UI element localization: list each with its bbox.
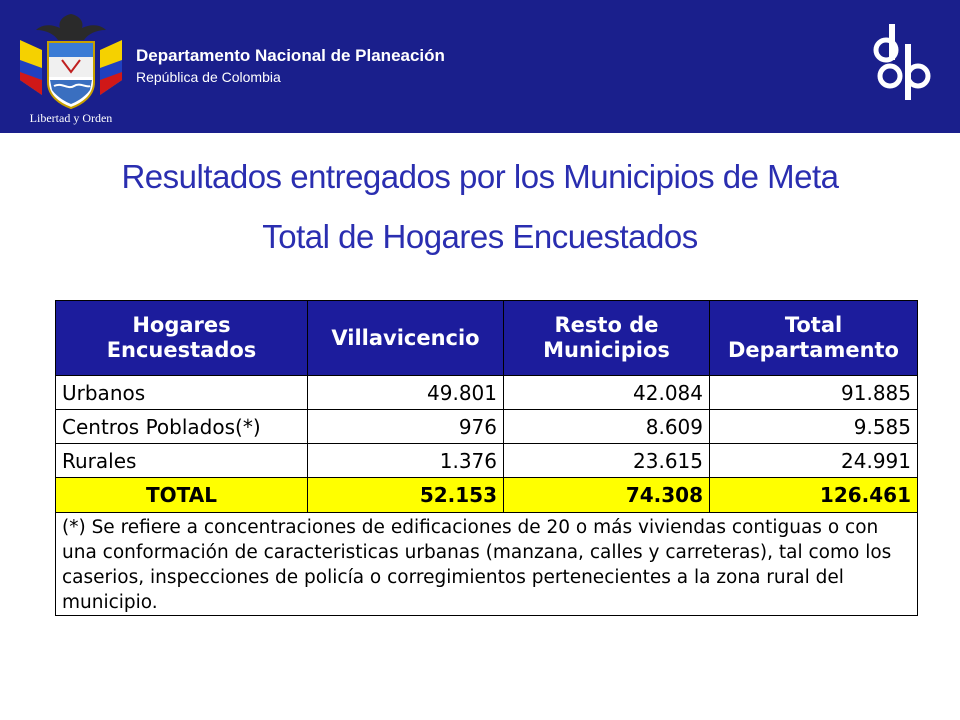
table-row: [56, 410, 918, 444]
header-total: Total Departamento: [710, 301, 918, 376]
total-row: [56, 478, 918, 513]
cell-total: 24.991: [710, 444, 918, 478]
table-row: [56, 376, 918, 410]
header-hogares: Hogares Encuestados: [56, 301, 308, 376]
header-band: [0, 0, 960, 133]
colombia-coat-of-arms-icon: [12, 10, 130, 128]
total-departamento: 126.461: [710, 478, 918, 513]
cell-resto: 23.615: [504, 444, 710, 478]
cell-villavicencio: 1.376: [308, 444, 504, 478]
note-row: [56, 513, 918, 616]
total-villavicencio: 52.153: [308, 478, 504, 513]
cell-resto: 8.609: [504, 410, 710, 444]
households-table: [55, 300, 918, 616]
crest-motto: Libertad y Orden: [29, 111, 113, 125]
cell-total: 9.585: [710, 410, 918, 444]
page-title: Resultados entregados por los Municipios de Meta: [121, 158, 839, 195]
organization-name: Departamento Nacional de Planeación: [136, 46, 445, 65]
cell-total: 91.885: [710, 376, 918, 410]
row-label: Urbanos: [56, 376, 308, 410]
cell-villavicencio: 49.801: [308, 376, 504, 410]
page-subtitle: Total de Hogares Encuestados: [262, 218, 698, 255]
country-name: República de Colombia: [136, 69, 281, 85]
header-resto: Resto de Municipios: [504, 301, 710, 376]
table-row: [56, 444, 918, 478]
dnp-logo-icon: [872, 20, 942, 104]
footnote: (*) Se refiere a concentraciones de edificaciones de 20 o más viviendas contiguas o con una conformación de caracteristicas urbanas (manzana, calles y carreteras), tal como los caserios, inspecciones de policía o corregimientos pertenecientes a la zona rural del municipio.: [56, 513, 918, 616]
cell-villavicencio: 976: [308, 410, 504, 444]
table-header-row: [56, 301, 918, 376]
header-villavicencio: Villavicencio: [308, 301, 504, 376]
total-label: TOTAL: [56, 478, 308, 513]
cell-resto: 42.084: [504, 376, 710, 410]
row-label: Rurales: [56, 444, 308, 478]
organization-block: [136, 45, 445, 87]
total-resto: 74.308: [504, 478, 710, 513]
row-label: Centros Poblados(*): [56, 410, 308, 444]
